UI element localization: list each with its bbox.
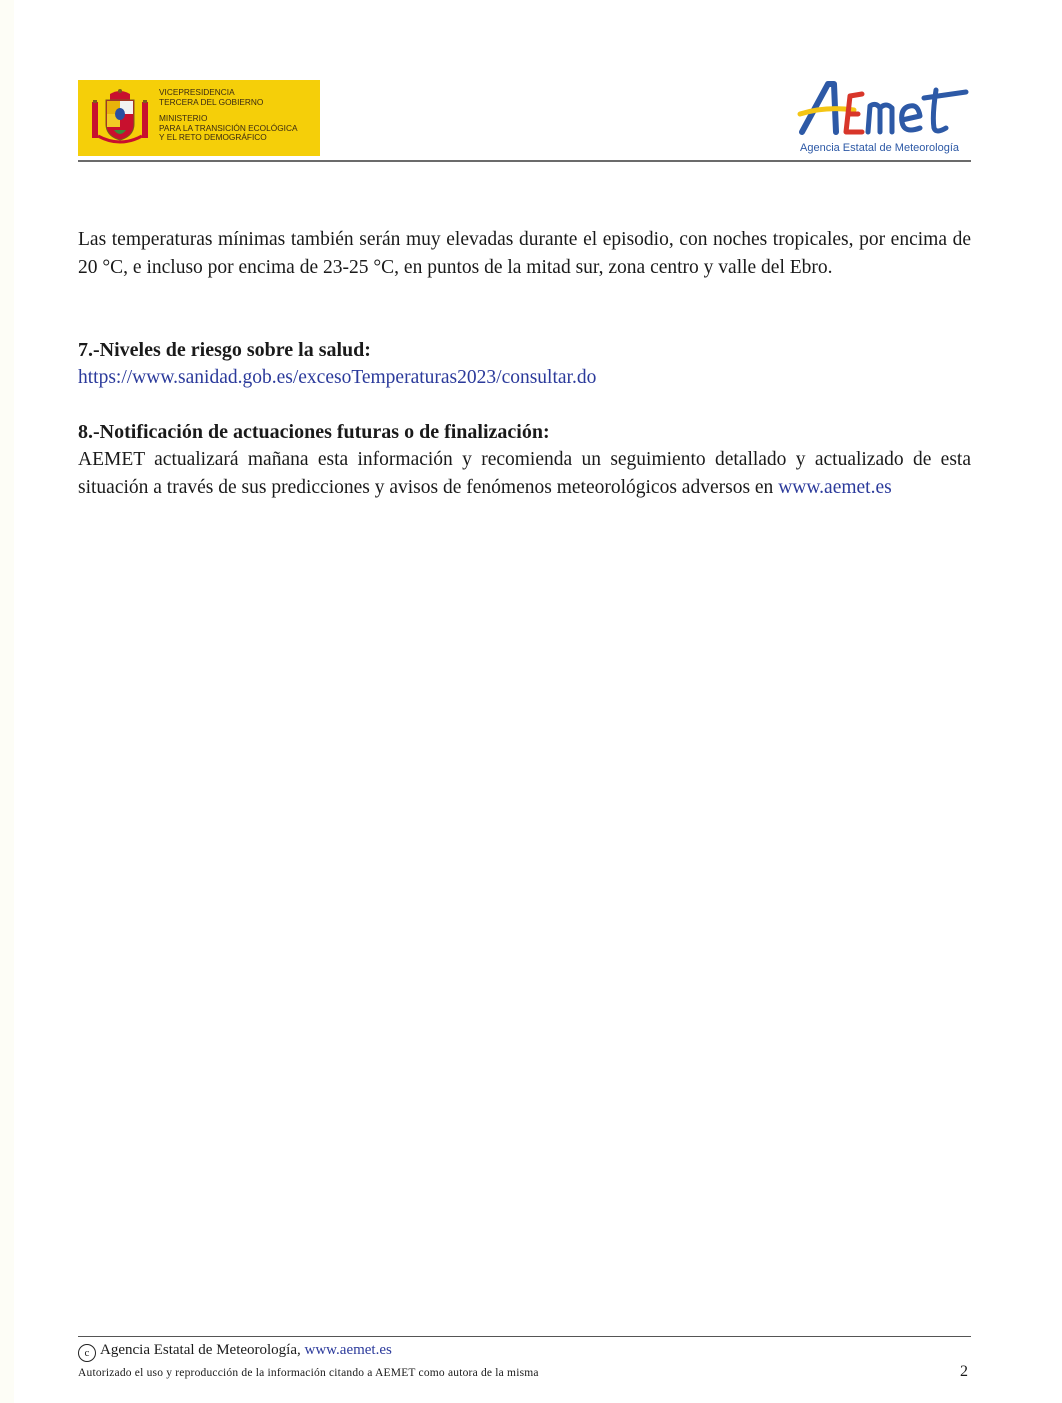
intro-paragraph bbox=[78, 226, 971, 281]
header-divider bbox=[78, 160, 971, 162]
footer-divider bbox=[78, 1336, 971, 1337]
page-number: 2 bbox=[960, 1363, 968, 1380]
government-logo bbox=[78, 80, 320, 156]
footer-notice: Autorizado el uso y reproducción de la información citando a AEMET como autora de la misma bbox=[78, 1367, 539, 1379]
section-8-text: AEMET actualizará mañana esta información y recomienda un seguimiento detallado y actualizado de esta situación a través de sus predicciones y avisos de fenómenos meteorológicos adversos en bbox=[78, 449, 971, 498]
gov-line: Y EL RETO DEMOGRÁFICO bbox=[159, 132, 267, 142]
health-risk-link[interactable]: https://www.sanidad.gob.es/excesoTemperaturas2023/consultar.do bbox=[78, 367, 597, 388]
government-text bbox=[159, 88, 297, 143]
section-7-body bbox=[78, 364, 971, 392]
footer-copyright bbox=[78, 1340, 392, 1362]
gov-line: PARA LA TRANSICIÓN ECOLÓGICA bbox=[159, 122, 298, 133]
section-8-heading: 8.-Notificación de actuaciones futuras o de finalización: bbox=[78, 421, 550, 443]
gov-line: VICEPRESIDENCIA bbox=[159, 87, 235, 97]
copyright-icon: c bbox=[78, 1344, 96, 1362]
footer-aemet-link[interactable]: www.aemet.es bbox=[304, 1342, 392, 1358]
gov-line: TERCERA DEL GOBIERNO bbox=[159, 96, 264, 107]
intro-text: Las temperaturas mínimas también serán muy elevadas durante el episodio, con noches tropicales, por encima de 20 °C, e incluso por encima de 23-25 °C, en puntos de la mitad sur, zona centro y valle del Ebro. bbox=[78, 229, 971, 278]
section-8-paragraph bbox=[78, 446, 971, 501]
coat-of-arms-icon bbox=[92, 88, 148, 148]
section-7-heading: 7.-Niveles de riesgo sobre la salud: bbox=[78, 339, 371, 361]
section-8-body bbox=[78, 446, 971, 501]
aemet-website-link[interactable]: www.aemet.es bbox=[778, 476, 892, 498]
aemet-subtitle: Agencia Estatal de Meteorología bbox=[800, 142, 959, 154]
footer-org: Agencia Estatal de Meteorología, bbox=[100, 1342, 301, 1358]
document-page bbox=[14, 0, 1062, 1403]
gov-line: MINISTERIO bbox=[159, 113, 208, 123]
